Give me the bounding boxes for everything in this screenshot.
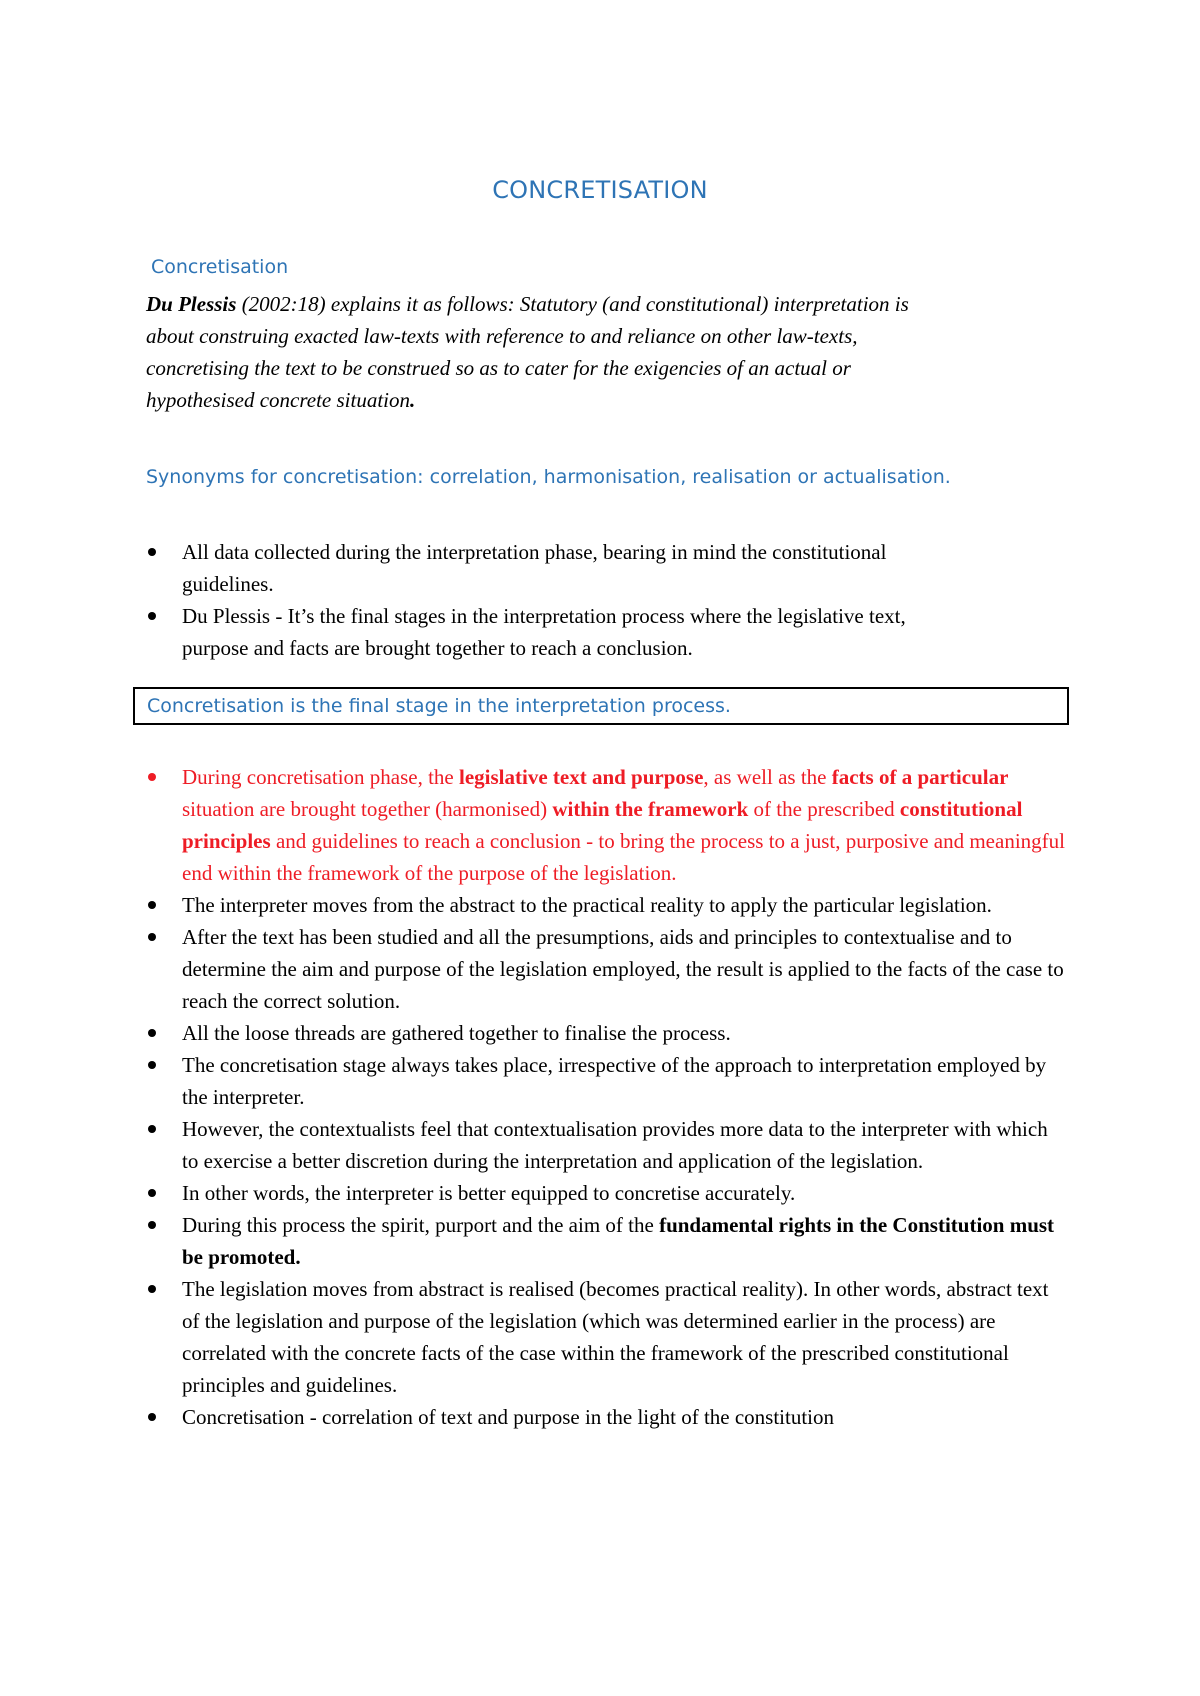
list-item: After the text has been studied and all the presumptions, aids and principles to contextualise and to determine the aim and purpose of the legislation employed, the result is applied to the facts of the case to reach the correct solution. bbox=[146, 921, 1066, 1017]
list-item: Du Plessis - It’s the final stages in the interpretation process where the legislative text, purpose and facts are brought together to reach a conclusion. bbox=[146, 600, 1066, 664]
bullet-icon bbox=[148, 548, 156, 556]
list-item: All the loose threads are gathered together to finalise the process. bbox=[146, 1017, 1066, 1049]
bullet-icon bbox=[148, 1285, 156, 1293]
bullet-icon bbox=[148, 1125, 156, 1133]
bullet-icon bbox=[148, 1189, 156, 1197]
list-item: All data collected during the interpretation phase, bearing in mind the constitutional guidelines. bbox=[146, 536, 1066, 600]
quote-line-4: hypothesised concrete situation bbox=[146, 388, 410, 412]
synonyms-line: Synonyms for concretisation: correlation, harmonisation, realisation or actualisation. bbox=[146, 466, 951, 488]
quote-line-3: concretising the text to be construed so as to cater for the exigencies of an actual or bbox=[146, 356, 851, 380]
quote-line-1: (2002:18) explains it as follows: Statutory (and constitutional) interpretation is bbox=[236, 292, 909, 316]
list-item: The concretisation stage always takes place, irrespective of the approach to interpretation employed by the interpreter. bbox=[146, 1049, 1066, 1113]
list-item: Concretisation - correlation of text and purpose in the light of the constitution bbox=[146, 1401, 1066, 1433]
bullet-icon bbox=[148, 933, 156, 941]
list-item: In other words, the interpreter is better equipped to concretise accurately. bbox=[146, 1177, 1066, 1209]
list-item: The legislation moves from abstract is realised (becomes practical reality). In other words, abstract text of the legislation and purpose of the legislation (which was determined earlier in the process) are correlated with the concrete facts of the case within the framework of the prescribed constitutional principles and guidelines. bbox=[146, 1273, 1066, 1401]
bullet-icon bbox=[148, 1061, 156, 1069]
list-item-highlighted: During concretisation phase, the legislative text and purpose, as well as the facts of a particular situation are brought together (harmonised) within the framework of the prescribed constitutional principles and guidelines to reach a conclusion - to bring the process to a just, purposive and meaningful end within the framework of the purpose of the legislation. bbox=[146, 761, 1066, 889]
list-item: The interpreter moves from the abstract to the practical reality to apply the particular legislation. bbox=[146, 889, 1066, 921]
bullet-icon bbox=[148, 1413, 156, 1421]
quote-author: Du Plessis bbox=[146, 292, 237, 316]
bullet-icon bbox=[148, 773, 156, 781]
du-plessis-quote bbox=[146, 288, 1046, 416]
bullet-list-main bbox=[146, 761, 1066, 1433]
bullet-list-intro bbox=[146, 536, 1066, 664]
bullet-icon bbox=[148, 1221, 156, 1229]
list-item: During this process the spirit, purport and the aim of the fundamental rights in the Constitution must be promoted. bbox=[146, 1209, 1066, 1273]
quote-line-2: about construing exacted law-texts with reference to and reliance on other law-texts, bbox=[146, 324, 858, 348]
page-title: CONCRETISATION bbox=[492, 176, 708, 204]
bullet-icon bbox=[148, 901, 156, 909]
quote-line-4-end: . bbox=[410, 388, 416, 412]
highlight-box: Concretisation is the final stage in the interpretation process. bbox=[133, 687, 1069, 725]
list-item: However, the contextualists feel that contextualisation provides more data to the interpreter with which to exercise a better discretion during the interpretation and application of the legislation. bbox=[146, 1113, 1066, 1177]
bullet-icon bbox=[148, 612, 156, 620]
section-heading: Concretisation bbox=[151, 256, 289, 278]
bullet-icon bbox=[148, 1029, 156, 1037]
